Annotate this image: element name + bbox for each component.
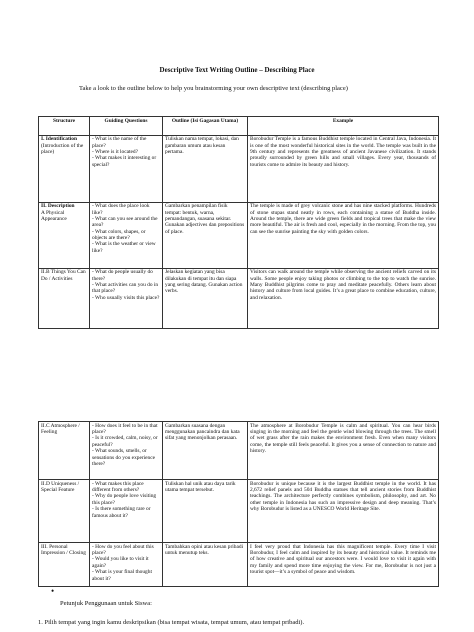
outline-table-part-2 <box>38 421 439 587</box>
outline-table-part-1 <box>38 116 439 329</box>
structure-heading: I. Identification <box>41 136 77 143</box>
outline-cell: Tambahkan opini atau kesan pribadi untuk menutup teks. <box>163 543 248 587</box>
header-outline: Outline (Isi Gagasan Utama) <box>163 117 248 136</box>
header-structure: Structure <box>39 117 90 136</box>
questions-cell: - What makes this place different from others? - Why do people love visiting this place? - Is there something rare or famous about it? <box>90 480 163 543</box>
structure-cell: II.B Things You Can Do / Activities <box>39 268 90 328</box>
table-row <box>39 135 439 202</box>
table-row <box>39 543 439 587</box>
structure-cell: III. Personal Impression / Closing <box>39 543 90 587</box>
outline-cell: Tuliskan nama tempat, lokasi, dan gambaran umum atau kesan pertama. <box>163 135 248 202</box>
outline-cell: Jelaskan kegiatan yang bisa dilakukan di tempat itu dan siapa yang sering datang. Gunakan action verbs. <box>163 268 248 328</box>
questions-cell: - What does the place look like? - What can you see around the area? - What colors, shapes, or objects are there? - What is the weather or view like? <box>90 202 163 268</box>
structure-subheading: (Introduction of the place) <box>41 142 84 156</box>
structure-cell: II.C Atmosphere / Feeling <box>39 422 90 480</box>
structure-heading: II. Description <box>41 203 75 210</box>
questions-cell: - How do you feel about this place? - Would you like to visit it again? - What is your final thought about it? <box>90 543 163 587</box>
header-example: Example <box>248 117 439 136</box>
questions-cell: - What do people usually do there? - What activities can you do in that place? - Who usually visits this place? <box>90 268 163 328</box>
questions-cell: - How does it feel to be in that place? - Is it crowded, calm, noisy, or peaceful? - What sounds, smells, or sensations do you experience there? <box>90 422 163 480</box>
instruction-step-1: 1. Pilih tempat yang ingin kamu deskripsikan (bisa tempat wisata, tempat umum, atau tempat pribadi). <box>38 619 305 626</box>
intro-text: Take a look to the outline below to help you brainstorming your own descriptive text (describing place) <box>79 85 348 92</box>
outline-cell: Gambarkan penampilan fisik tempat: bentuk, warna, pemandangan, suasana sekitar. Gunakan adjectives dan prepositions of place. <box>163 202 248 268</box>
bullet-marker: • <box>51 586 55 596</box>
example-cell: The atmosphere at Borobudur Temple is calm and spiritual. You can hear birds singing in the morning and feel the gentle wind blowing through the trees. The smell of wet grass after the rain makes the environment fresh. Even when many visitors come, the temple still feels peaceful. It gives you a sense of connection to nature and history. <box>248 422 439 480</box>
table-row <box>39 480 439 543</box>
questions-cell: - What is the name of the place? - Where is it located? - What makes it interesting or special? <box>90 135 163 202</box>
table-row <box>39 202 439 268</box>
structure-subheading: A Physical Appearance <box>41 209 67 223</box>
outline-cell: Tuliskan hal unik atau daya tarik utama tempat tersebut. <box>163 480 248 543</box>
outline-cell: Gambarkan suasana dengan menggunakan pancaindra dan kata sifat yang menonjolkan perasaan. <box>163 422 248 480</box>
table-header-row <box>39 117 439 136</box>
example-cell: The temple is made of grey volcanic stone and has nine stacked platforms. Hundreds of stone stupas stand neatly in rows, each containing a statue of Buddha inside. Around the temple, there are wide green fields and tropical trees that make the view more beautiful. The air is fresh and cool, especially in the morning. From the top, you can see the sunrise painting the sky with golden colors. <box>248 202 439 268</box>
example-cell: Borobudur is unique because it is the largest Buddhist temple in the world. It has 2,672 relief panels and 504 Buddha statues that tell ancient stories from Buddhist teachings. The architecture perfectly combines symbolism, philosophy, and art. No other temple in Indonesia has such an impressive design and deep meaning. That’s why Borobudur is listed as a UNESCO World Heritage Site. <box>248 480 439 543</box>
header-guiding-questions: Guiding Questions <box>90 117 163 136</box>
structure-cell <box>39 202 90 268</box>
table-row <box>39 422 439 480</box>
instructions-title: Petunjuk Penggunaan untuk Siswa: <box>60 600 152 607</box>
table-row <box>39 268 439 328</box>
document-title: Descriptive Text Writing Outline – Describing Place <box>159 66 315 74</box>
structure-cell <box>39 135 90 202</box>
example-cell: Borobudur Temple is a famous Buddhist temple located in Central Java, Indonesia. It is one of the most wonderful historical sites in the world. The temple was built in the 9th century and represents the greatness of ancient Javanese civilization. It stands proudly surrounded by green hills and small villages. Every year, thousands of tourists come to admire its beauty and history. <box>248 135 439 202</box>
structure-cell: II.D Uniqueness / Special Feature <box>39 480 90 543</box>
example-cell: Visitors can walk around the temple while observing the ancient reliefs carved on its walls. Some people enjoy taking photos or climbing to the top to watch the sunrise. Many Buddhist pilgrims come to pray and meditate peacefully. Others learn about history and culture from local guides. It’s a great place to combine education, culture, and relaxation. <box>248 268 439 328</box>
example-cell: I feel very proud that Indonesia has this magnificent temple. Every time I visit Borobudur, I feel calm and inspired by its beauty and historical value. It reminds me of how creative and spiritual our ancestors were. I would love to visit it again with my family and spend more time enjoying the view. For me, Borobudur is not just a tourist spot—it’s a symbol of peace and wisdom. <box>248 543 439 587</box>
